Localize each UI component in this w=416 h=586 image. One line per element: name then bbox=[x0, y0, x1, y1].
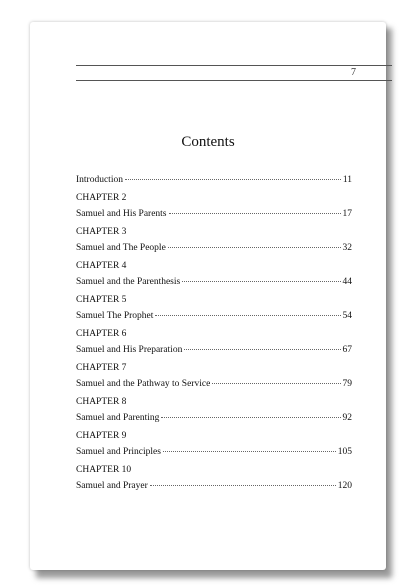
toc-entry-page: 17 bbox=[342, 209, 352, 219]
toc-entry-label: Samuel and Prayer bbox=[76, 481, 148, 491]
toc-entry-page: 105 bbox=[337, 447, 352, 457]
toc-leader-dots bbox=[163, 450, 336, 452]
toc-chapter-heading: CHAPTER 4 bbox=[76, 261, 127, 271]
toc-entry[interactable] bbox=[76, 342, 352, 358]
toc-chapter-9 bbox=[76, 428, 352, 460]
toc-chapter-5 bbox=[76, 292, 352, 324]
toc-entry-page: 32 bbox=[342, 243, 352, 253]
toc-chapter-3 bbox=[76, 224, 352, 256]
toc-chapter-heading: CHAPTER 7 bbox=[76, 363, 127, 373]
toc-chapter-heading: CHAPTER 5 bbox=[76, 295, 127, 305]
toc-entry-page: 54 bbox=[342, 311, 352, 321]
toc-leader-dots bbox=[125, 178, 341, 180]
toc-leader-dots bbox=[182, 280, 340, 282]
header-rule-bottom bbox=[76, 80, 392, 81]
toc-chapter-4 bbox=[76, 258, 352, 290]
toc-entry-page: 79 bbox=[342, 379, 352, 389]
toc-entry[interactable] bbox=[76, 478, 352, 494]
toc-entry-page: 92 bbox=[342, 413, 352, 423]
toc-chapter-heading: CHAPTER 8 bbox=[76, 397, 127, 407]
toc-entry[interactable] bbox=[76, 274, 352, 290]
toc-entry[interactable] bbox=[76, 410, 352, 426]
toc-entry-page: 11 bbox=[342, 175, 352, 185]
toc-entry-label: Samuel and His Preparation bbox=[76, 345, 183, 355]
toc-chapter-heading: CHAPTER 10 bbox=[76, 465, 132, 475]
toc-chapter-heading: CHAPTER 9 bbox=[76, 431, 127, 441]
toc-chapter-heading: CHAPTER 2 bbox=[76, 193, 127, 203]
book-page bbox=[30, 22, 386, 570]
toc-leader-dots bbox=[212, 382, 340, 384]
toc-entry-page: 44 bbox=[342, 277, 352, 287]
toc-entry[interactable] bbox=[76, 240, 352, 256]
toc-chapter-2 bbox=[76, 190, 352, 222]
toc-leader-dots bbox=[150, 484, 336, 486]
toc-leader-dots bbox=[161, 416, 340, 418]
toc-entry-label: Samuel and Principles bbox=[76, 447, 161, 457]
toc-entry-label: Samuel and the Parenthesis bbox=[76, 277, 181, 287]
toc-entry-label: Samuel and His Parents bbox=[76, 209, 167, 219]
toc-entry-page: 67 bbox=[342, 345, 352, 355]
toc-leader-dots bbox=[168, 246, 341, 248]
toc-entry-introduction[interactable] bbox=[76, 172, 352, 188]
toc-entry-label: Samuel and the Pathway to Service bbox=[76, 379, 211, 389]
toc-entry[interactable] bbox=[76, 206, 352, 222]
table-of-contents bbox=[76, 172, 352, 494]
toc-leader-dots bbox=[184, 348, 340, 350]
toc-entry-page: 120 bbox=[337, 481, 352, 491]
toc-entry-label: Introduction bbox=[76, 175, 123, 185]
toc-entry[interactable] bbox=[76, 308, 352, 324]
toc-entry-label: Samuel and The People bbox=[76, 243, 166, 253]
toc-entry[interactable] bbox=[76, 376, 352, 392]
toc-leader-dots bbox=[155, 314, 340, 316]
toc-chapter-8 bbox=[76, 394, 352, 426]
toc-chapter-heading: CHAPTER 3 bbox=[76, 227, 127, 237]
page-number: 7 bbox=[351, 67, 356, 78]
header-rule-top bbox=[76, 65, 392, 66]
page-title: Contents bbox=[181, 134, 235, 150]
toc-entry-label: Samuel The Prophet bbox=[76, 311, 154, 321]
toc-chapter-6 bbox=[76, 326, 352, 358]
toc-leader-dots bbox=[169, 212, 341, 214]
toc-chapter-7 bbox=[76, 360, 352, 392]
toc-entry[interactable] bbox=[76, 444, 352, 460]
toc-chapter-10 bbox=[76, 462, 352, 494]
toc-entry-label: Samuel and Parenting bbox=[76, 413, 160, 423]
toc-chapter-heading: CHAPTER 6 bbox=[76, 329, 127, 339]
